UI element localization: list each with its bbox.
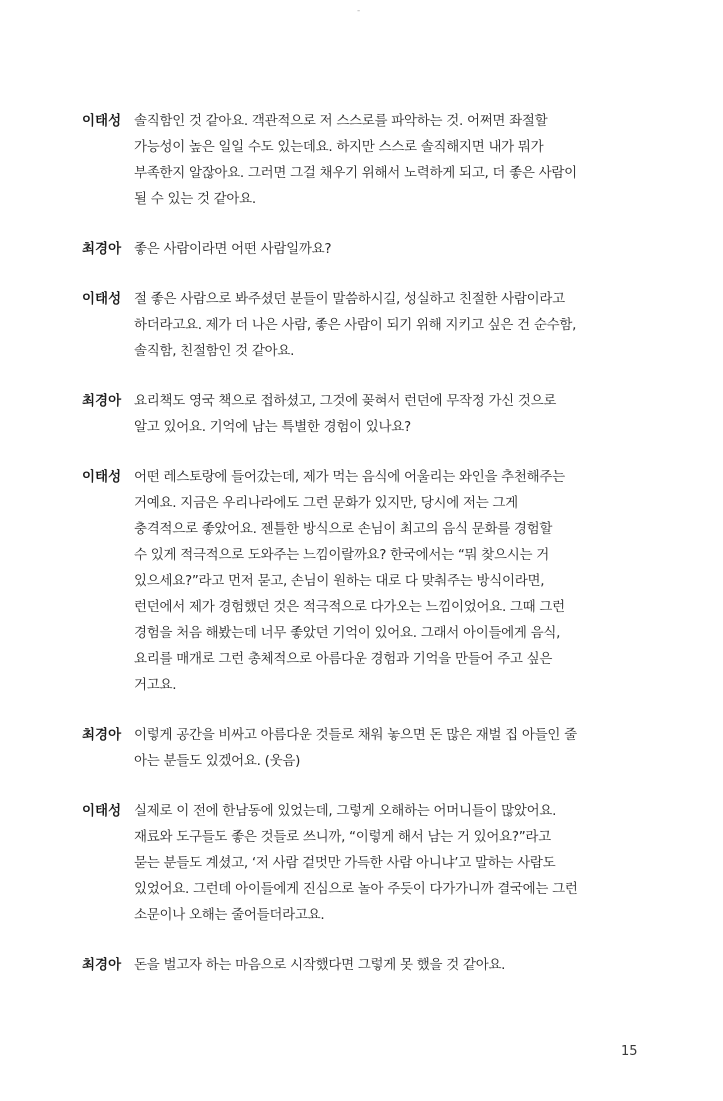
dialogue-line: 알고 있어요. 기억에 남는 특별한 경험이 있나요? — [134, 419, 411, 435]
dialogue-line: 솔직함, 친절함인 것 같아요. — [134, 343, 295, 359]
dialogue-line: 부족한지 알잖아요. 그러면 그걸 채우기 위해서 노력하게 되고, 더 좋은 사람이 — [134, 165, 577, 181]
dialogue-entry — [82, 952, 642, 978]
dialogue-line: 실제로 이 전에 한남동에 있었는데, 그렇게 오해하는 어머니들이 많았어요. — [134, 803, 557, 819]
dialogue-text — [134, 236, 642, 262]
speaker-name: 최경아 — [82, 241, 122, 257]
speaker-name: 이태성 — [82, 291, 122, 307]
dialogue-entry — [82, 286, 642, 364]
speaker-name: 최경아 — [82, 393, 122, 409]
speaker-name: 최경아 — [82, 727, 122, 743]
speaker-name: 이태성 — [82, 113, 122, 129]
speaker-name: 이태성 — [82, 469, 122, 485]
dialogue-line: 이렇게 공간을 비싸고 아름다운 것들로 채워 놓으면 돈 많은 재벌 집 아들인 줄 — [134, 727, 577, 743]
dialogue-text — [134, 464, 642, 698]
dialogue-line: 좋은 사람이라면 어떤 사람일까요? — [134, 241, 332, 257]
dialogue-entry — [82, 798, 642, 928]
dialogue-line: 아는 분들도 있겠어요. (웃음) — [134, 753, 301, 769]
dialogue-line: 어떤 레스토랑에 들어갔는데, 제가 먹는 음식에 어울리는 와인을 추천해주는 — [134, 469, 565, 485]
dialogue-line: 거고요. — [134, 677, 177, 693]
dialogue-line: 수 있게 적극적으로 도와주는 느낌이랄까요? 한국에서는 “뭐 찾으시는 거 — [134, 547, 549, 563]
dialogue-text — [134, 722, 642, 774]
dialogue-line: 가능성이 높은 일일 수도 있는데요. 하지만 스스로 솔직해지면 내가 뭐가 — [134, 139, 544, 155]
dialogue-text — [134, 798, 642, 928]
dialogue-line: 돈을 벌고자 하는 마음으로 시작했다면 그렇게 못 했을 것 같아요. — [134, 957, 506, 973]
interview-dialogue — [82, 108, 642, 1002]
dialogue-entry — [82, 236, 642, 262]
page-number: 15 — [621, 1044, 638, 1059]
dialogue-entry — [82, 108, 642, 212]
dialogue-text — [134, 108, 642, 212]
speaker-name: 이태성 — [82, 803, 122, 819]
dialogue-line: 절 좋은 사람으로 봐주셨던 분들이 말씀하시길, 성실하고 친절한 사람이라고 — [134, 291, 565, 307]
speaker-name: 최경아 — [82, 957, 122, 973]
dialogue-line: 거예요. 지금은 우리나라에도 그런 문화가 있지만, 당시에 저는 그게 — [134, 495, 518, 511]
dialogue-entry — [82, 388, 642, 440]
dialogue-line: 솔직함인 것 같아요. 객관적으로 저 스스로를 파악하는 것. 어쩌면 좌절할 — [134, 113, 548, 129]
dialogue-line: 소문이나 오해는 줄어들더라고요. — [134, 907, 325, 923]
dialogue-line: 경험을 처음 해봤는데 너무 좋았던 기억이 있어요. 그래서 아이들에게 음식, — [134, 625, 561, 641]
dialogue-line: 묻는 분들도 계셨고, ‘저 사람 겉멋만 가득한 사람 아니냐’고 말하는 사람도 — [134, 855, 556, 871]
dialogue-line: 있으세요?”라고 먼저 묻고, 손님이 원하는 대로 다 맞춰주는 방식이라면, — [134, 573, 545, 589]
dialogue-line: 요리책도 영국 책으로 접하셨고, 그것에 꽂혀서 런던에 무작정 가신 것으로 — [134, 393, 557, 409]
top-mark: - — [357, 6, 361, 16]
dialogue-text — [134, 388, 642, 440]
dialogue-line: 있었어요. 그런데 아이들에게 진심으로 놀아 주듯이 다가가니까 결국에는 그런 — [134, 881, 578, 897]
dialogue-line: 재료와 도구들도 좋은 것들로 쓰니까, “이렇게 해서 남는 거 있어요?”라고 — [134, 829, 551, 845]
dialogue-line: 하더라고요. 제가 더 나은 사람, 좋은 사람이 되기 위해 지키고 싶은 건 순수함, — [134, 317, 577, 333]
dialogue-line: 될 수 있는 것 같아요. — [134, 191, 256, 207]
dialogue-text — [134, 952, 642, 978]
dialogue-line: 충격적으로 좋았어요. 젠틀한 방식으로 손님이 최고의 음식 문화를 경험할 — [134, 521, 553, 537]
dialogue-entry — [82, 464, 642, 698]
dialogue-line: 요리를 매개로 그런 총체적으로 아름다운 경험과 기억을 만들어 주고 싶은 — [134, 651, 553, 667]
dialogue-text — [134, 286, 642, 364]
dialogue-line: 런던에서 제가 경험했던 것은 적극적으로 다가오는 느낌이었어요. 그때 그런 — [134, 599, 565, 615]
dialogue-entry — [82, 722, 642, 774]
